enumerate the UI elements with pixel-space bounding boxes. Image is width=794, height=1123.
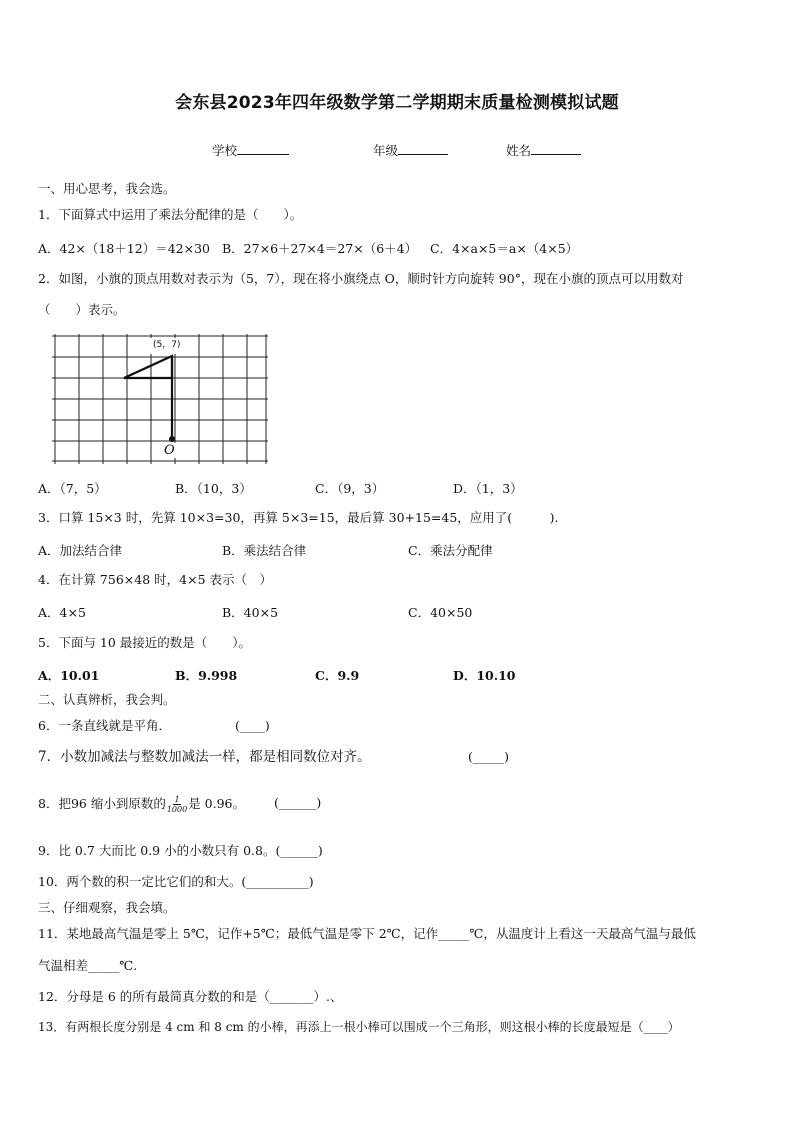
- question-3: 3．口算 15×3 时，先算 10×3=30，再算 5×3=15，最后算 30+15=45，应用了( ).: [38, 510, 559, 525]
- school-blank[interactable]: [237, 141, 289, 155]
- grade-field[interactable]: [373, 141, 448, 159]
- q8-fraction: [167, 795, 187, 814]
- q1-option-a[interactable]: A．42×（18＋12）＝42×30: [38, 241, 211, 256]
- section-2-heading: 二、认真辨析，我会判。: [38, 692, 176, 707]
- q2-option-d[interactable]: D．（1，3）: [453, 481, 523, 496]
- q5-option-d[interactable]: D．10.10: [453, 668, 516, 683]
- q2-option-b[interactable]: B．（10，3）: [175, 481, 252, 496]
- q8-text-after: 是 0.96。: [188, 796, 246, 811]
- question-2-line-1: 2．如图，小旗的顶点用数对表示为（5，7），现在将小旗绕点 O，顺时针方向旋转 90°，现在小旗的顶点可以用数对: [38, 271, 684, 286]
- question-4: 4．在计算 756×48 时，4×5 表示（ ）: [38, 572, 272, 587]
- flag-triangle: [124, 356, 172, 378]
- question-2-line-2: （ ）表示。: [38, 302, 126, 317]
- question-8: [38, 795, 245, 814]
- grid-svg: [52, 334, 268, 464]
- name-label: 姓名: [506, 143, 532, 158]
- q1-option-b[interactable]: B．27×6＋27×4＝27×（6＋4）: [222, 241, 418, 256]
- origin-point: [169, 436, 175, 442]
- vertex-label: (5，7): [153, 340, 181, 350]
- question-6: 6．一条直线就是平角．: [38, 718, 171, 733]
- question-11-line-1[interactable]: 11．某地最高气温是零上 5℃，记作+5℃；最低气温是零下 2℃，记作_____℃，从温度计上看这一天最高气温与最低: [38, 926, 696, 941]
- question-5: 5．下面与 10 最接近的数是（ ）。: [38, 635, 252, 650]
- grade-blank[interactable]: [398, 141, 448, 155]
- q8-answer-blank[interactable]: (______): [274, 795, 322, 810]
- q2-option-a[interactable]: A．（7，5）: [38, 481, 107, 496]
- section-1-heading: 一、用心思考，我会选。: [38, 181, 176, 196]
- q4-option-a[interactable]: A．4×5: [38, 605, 86, 620]
- q7-answer-blank[interactable]: (_____): [468, 749, 510, 764]
- q1-option-c[interactable]: C．4×a×5＝a×（4×5）: [430, 241, 579, 256]
- q8-fraction-numerator: 1: [174, 795, 180, 804]
- question-11-line-2[interactable]: 气温相差_____℃.: [38, 958, 138, 973]
- question-13[interactable]: 13．有两根长度分别是 4 cm 和 8 cm 的小棒，再添上一根小棒可以围成一个三角形，则这根小棒的长度最短是（____）: [38, 1020, 680, 1034]
- question-7: 7．小数加减法与整数加减法一样，都是相同数位对齐。: [38, 749, 371, 765]
- q3-option-a[interactable]: A．加法结合律: [38, 543, 123, 558]
- q5-option-a[interactable]: A．10.01: [38, 668, 100, 683]
- q3-option-c[interactable]: C．乘法分配律: [408, 543, 493, 558]
- question-9[interactable]: 9．比 0.7 大而比 0.9 小的小数只有 0.8。(______): [38, 843, 323, 858]
- q4-option-b[interactable]: B．40×5: [222, 605, 279, 620]
- q6-answer-blank[interactable]: (____): [235, 718, 270, 733]
- name-blank[interactable]: [531, 141, 581, 155]
- q8-fraction-denominator: 1000: [166, 805, 188, 814]
- grade-label: 年级: [373, 143, 399, 158]
- q5-option-b[interactable]: B．9.998: [175, 668, 238, 683]
- q2-option-c[interactable]: C．（9，3）: [315, 481, 385, 496]
- name-field[interactable]: [506, 141, 581, 159]
- flag-grid-figure: [52, 334, 268, 464]
- question-12[interactable]: 12．分母是 6 的所有最简真分数的和是（_______）.、: [38, 989, 343, 1004]
- question-10[interactable]: 10．两个数的积一定比它们的和大。(__________): [38, 874, 314, 889]
- section-3-heading: 三、仔细观察，我会填。: [38, 900, 176, 915]
- school-label: 学校: [212, 143, 238, 158]
- q4-option-c[interactable]: C．40×50: [408, 605, 473, 620]
- q8-text-before: 8．把96 缩小到原数的: [38, 796, 166, 811]
- q3-option-b[interactable]: B．乘法结合律: [222, 543, 307, 558]
- page-title: 会东县2023年四年级数学第二学期期末质量检测模拟试题: [175, 93, 619, 113]
- school-field[interactable]: [212, 141, 289, 159]
- origin-label: O: [164, 443, 175, 458]
- q5-option-c[interactable]: C．9.9: [315, 668, 360, 683]
- question-1: 1．下面算式中运用了乘法分配律的是（ ）。: [38, 207, 303, 222]
